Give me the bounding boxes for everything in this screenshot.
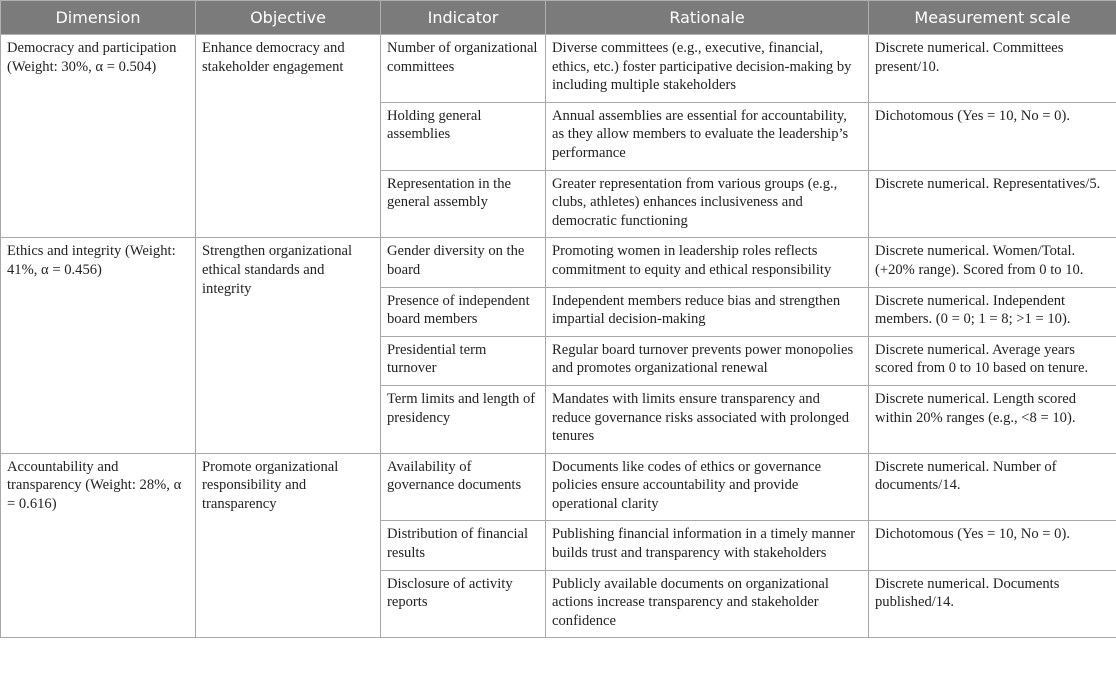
indicator-cell: Representation in the general assembly: [381, 170, 546, 238]
dimension-cell: Ethics and integrity (Weight: 41%, α = 0.456): [1, 238, 196, 453]
dimension-cell: Democracy and participation (Weight: 30%, α = 0.504): [1, 35, 196, 238]
header-measurement-scale: Measurement scale: [869, 1, 1116, 35]
measurement-scale-cell: Dichotomous (Yes = 10, No = 0).: [869, 521, 1116, 570]
measurement-scale-cell: Discrete numerical. Women/Total. (+20% range). Scored from 0 to 10.: [869, 238, 1116, 287]
rationale-cell: Mandates with limits ensure transparency and reduce governance risks associated with prolonged tenures: [546, 385, 869, 453]
header-rationale: Rationale: [546, 1, 869, 35]
indicator-cell: Distribution of financial results: [381, 521, 546, 570]
rationale-cell: Independent members reduce bias and strengthen impartial decision-making: [546, 287, 869, 336]
objective-cell: Strengthen organizational ethical standards and integrity: [196, 238, 381, 453]
table-row: [1, 238, 1116, 287]
measurement-scale-cell: Discrete numerical. Length scored within 20% ranges (e.g., <8 = 10).: [869, 385, 1116, 453]
measurement-scale-cell: Discrete numerical. Committees present/10.: [869, 35, 1116, 103]
table-row: [1, 453, 1116, 521]
rationale-cell: Promoting women in leadership roles reflects commitment to equity and ethical responsibility: [546, 238, 869, 287]
measurement-scale-cell: Discrete numerical. Independent members. (0 = 0; 1 = 8; >1 = 10).: [869, 287, 1116, 336]
rationale-cell: Greater representation from various groups (e.g., clubs, athletes) enhances inclusiveness and democratic functioning: [546, 170, 869, 238]
indicator-cell: Number of organizational committees: [381, 35, 546, 103]
header-row: [1, 1, 1116, 35]
rationale-cell: Publishing financial information in a timely manner builds trust and transparency with stakeholders: [546, 521, 869, 570]
table-row: [1, 35, 1116, 103]
measurement-scale-cell: Discrete numerical. Average years scored from 0 to 10 based on tenure.: [869, 336, 1116, 385]
indicator-cell: Presidential term turnover: [381, 336, 546, 385]
rationale-cell: Diverse committees (e.g., executive, financial, ethics, etc.) foster participative decision-making by including multiple stakeholders: [546, 35, 869, 103]
objective-cell: Enhance democracy and stakeholder engagement: [196, 35, 381, 238]
rationale-cell: Annual assemblies are essential for accountability, as they allow members to evaluate the leadership’s performance: [546, 102, 869, 170]
indicator-cell: Term limits and length of presidency: [381, 385, 546, 453]
rationale-cell: Documents like codes of ethics or governance policies ensure accountability and provide operational clarity: [546, 453, 869, 521]
header-objective: Objective: [196, 1, 381, 35]
indicator-cell: Presence of independent board members: [381, 287, 546, 336]
measurement-scale-cell: Discrete numerical. Documents published/14.: [869, 570, 1116, 638]
indicator-cell: Availability of governance documents: [381, 453, 546, 521]
measurement-scale-cell: Discrete numerical. Representatives/5.: [869, 170, 1116, 238]
measurement-scale-cell: Dichotomous (Yes = 10, No = 0).: [869, 102, 1116, 170]
indicator-cell: Disclosure of activity reports: [381, 570, 546, 638]
indicator-cell: Holding general assemblies: [381, 102, 546, 170]
measurement-scale-cell: Discrete numerical. Number of documents/14.: [869, 453, 1116, 521]
header-indicator: Indicator: [381, 1, 546, 35]
dimension-cell: Accountability and transparency (Weight: 28%, α = 0.616): [1, 453, 196, 638]
indicator-cell: Gender diversity on the board: [381, 238, 546, 287]
header-dimension: Dimension: [1, 1, 196, 35]
rationale-cell: Regular board turnover prevents power monopolies and promotes organizational renewal: [546, 336, 869, 385]
objective-cell: Promote organizational responsibility and transparency: [196, 453, 381, 638]
rationale-cell: Publicly available documents on organizational actions increase transparency and stakeholder confidence: [546, 570, 869, 638]
